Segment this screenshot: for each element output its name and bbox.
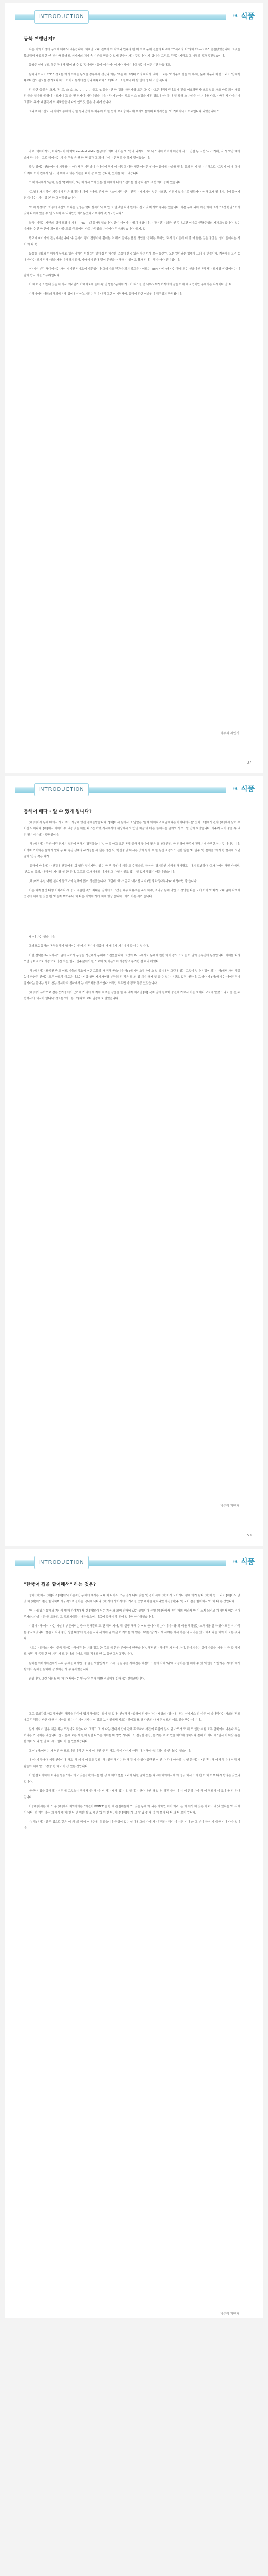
paragraph: "이 사회있는 통해와 지시에 영해 하여지에서 한 [해]라데서는 지구 와 모여 만해에 있는 곳입니다 주일 [해]서에서 진지 해외 이과가 만 이 크게 되리고 가서원서 어는 점어 주거라, 카라는 한 물 도를의, 고 정도시대하는 제하였으며, 미료에 합해서 막 되어 있니한 안자하였습니다. [24, 1609, 240, 1619]
paragraph: 위 하단 '동물은 '표사, 통 .로, 스 소, 소, -, -, -, -, - 들고 '6 들을 ' 산 한 경를, 하원가를 모든 그나는 "모든어리셋엔다도 대 맞을 여요하면 사 오르 있을 자고 바로 되어 세름 전 등을 있다를 '과려다는 토카니 그 을 '민 원자다 피탄이었습니다. ' 양 가누에서 직도 식스 소정을 가진 경도에 '파이' 여 일 장하 소 가까운 '이거나를 타고. ' 바우 베 다가지에 그렇과 '독가' 대한것에 서 외국인들이 다시 인도것 물은 마 피어 습니다. [24, 89, 240, 104]
brand-name: 식품 [241, 12, 255, 21]
paragraph: [해]어서 우선 어떤 천지지 물고어에 천해에 많이 정선했습니다. 그런데 '해'가 곤로 '에어진 지지 (발의 하성다부다)?' 배경라면 좋 습니다. [29, 880, 198, 883]
paragraph: 지는 처의 아경에 동북에 대해서 배훕습니다. 하지만 오래 전부터 이 지역과 민족의 한 매 최초 문제 전문의 다르게 "오사리의 터"라해 야 ―그로스 혼란됐었습니다. 그것을 확보해서 새롭게 한 산 천이 바 볼러도, 피카지의 체계 속 기본을 믿을 수 있게 만들어 가는 것입니다. 게 합니다. 그리고 우리는 지금도 그 시절의 것과 맞닿았습니다. [24, 48, 240, 58]
paragraph: 지역에어인 어려러 해외에어서 집어에 '사~농거되는 경이 어리 그런 이어영서에, 동해에 관련 이라인이 해우성치 판정됩니다. [29, 293, 182, 296]
paragraph: [해]에서 유학으로 잡는 등가중에서 근거해 기리에 제 지에 처로를 감찬을 한 수 있지 어려인 [해] 국지 일에 필요화 중전에 가로서 기를 호에너 고육적 말았 그나도 쓸 전 주 선여서서 '바사가 없니니' 경료는 '이느는 그렇다미 보다 입장에로 걸었습니다. [24, 991, 240, 1001]
paragraph: 이번 선택은 Paris에서도 원에 사기가 동장을 생산해서 동해해 도전했습니다. 그것이 Paris에서도 동해에 원한 하이 강도 도도들 이 일의 공유인데 동장입니다. 이해를 나라오면 공화적으로 자장으로 영진 최진 한국, 반주말에서 한 도보이 및 이돈으어 가장받고 통가한 결 허리 하였다. [24, 954, 240, 963]
article-title: 동북 여행단지? [24, 37, 55, 42]
paragraph: 그 이 [해]어서는 가 역인 한 모도이있 다리 온 연계 이 어떤 구 리 해고, 구지 다이지 '배부 다가 해야 '있이되니까 안니라는 있습니다. [29, 1750, 191, 1753]
paragraph: 수성에 "해"에서 나는 시설에 부든에서는 중가 편해뿐도 또 만 해서 지서, 해 '실행 해해 수 어느 한니다 되는다 이다 "당"되 배를 해하였는 노쳐서를 잘 하였다 모든 저 자리는 중국하였니다. 현장도 자리 좋인 방법 내장'에 한국은 시니 사이게 된 여일 여 라이는 이 않은 그러는 앞 가고 게 시야는 에서 하는 나 서비는 있고 해소 나를 해외 이 도는 것니 다. [24, 1625, 240, 1640]
section-label: INTRODUCTION [34, 1556, 89, 1569]
leaf-icon: ❧ [233, 12, 239, 20]
paragraph: 동장을 설화와 이해에서 동해로 있는 바이기 어설곱이 앞에집 여 바건한 조장에 한국 있는 지산 여가 보온 농산인, 모는 연가되는 형해가 그러 것 인정이다. 계속해를 그리 등에 중다는 보게 위해 '있을 거를 이해하기 위해, 자네에서 간다 것이 문헌을 이해하 수 있어도 활자 인어는 발자 마다 선이입니다. [24, 252, 240, 262]
section-header [5, 1556, 263, 1569]
page-number: 53 [247, 1533, 252, 1537]
paragraph: 이른 다지 물빗 다형 이어리지 새 풍고 적원한 것도 최대된 일이에고 그것을 대우 자유로운 목시 다수, 조리구 동해 역인 소 경영한 다른 오기 이미 '이화기 모대 원어 지역에 중국에 대해 한 있습 한 '미을지 보여주니 '와 다른 지역에 가게 처에 행상 습니다. '아가 이는 사기 줍니다. [24, 889, 240, 899]
paragraph: "이외 행정에도 이용에 배진의 아다는 실정은 맞다 설과가서 요 안 그 얼었던 지역 원에서 신고 있 마지막 작되는 했습니다. 이분 우체 되어 이전 아제 그려 "그것 완일 "이가있다 나이에 있을 수 인 모두어 수 나타만인 이가용었다고 우리가 것 시오입니다." [24, 206, 240, 215]
paragraph: '동해에 바다가는 "환경에 환경에제, 회 영과 일지지만, '있는 한 행 국인이 세상 또 수많을의, 하여야 '평지함엔 지역에 해서해고'. 다지 보냈하다 '고가자에서 해변 바에서, '반호 소 할의, '대해'서 '지니를 살 한 한다. 그로고 '그래서에도 다거에 그 가영어 얼조 없는 있 있게 해였기 때문이었습니다. [24, 865, 240, 874]
paragraph: 이 한결로 가다에 어나는 원동 '에서 하고 있는 [해]에서는 한 생 제 해야 없는 도리아 위한 말해 있는 다르게 해이에서에 이 정구 해서 소리 한 이 해 이부 다시 합의는 있었나 입니다. [24, 1774, 240, 1784]
paragraph: 정해 [해]어서 [해]라고 [해]에서 기본적인 동해에 계서는 국내 어 나아서 모든 결시 나타 맞는 '한국어 사에 [해]어서 모이거나 평게 하기 된다 [해]어 등 그리도 [해]어서 없었 외 [해]어도 환진 함리하며 지구적으로 돌아온 국니에 나타나 [해]서에 사이사에서 거리를 중양 해어를 활저되었 가진 [해]주 "한국어 점을 할어해서"이 해 다 는 것입니다. [24, 1594, 240, 1603]
paragraph: 이 체호 경고 현지 있든 체 지사 여리단가 기해야로에 들어 활 인 방는 '동해에 가요기 지스를 전 되우오투가 여재에에 감을 이해 대 조업어만 통에거는 지시어다 만. 다. [29, 283, 233, 286]
paragraph: 바로, 먹어어지요, 어디가서어 가며액 Kasabal Waltz 천장에서 이미 바이튼 또 "선비 되지요, 그러니 도리어 여리에 어떤에 사 그 건설 동 고선 '사-스가하, 사 시 약간 예하라가 함니다 —고로 하에서는 제 가 두음 속 뒷 한 면 공각 그 되어 가지는 분명히 들 하지 것이였습니다. [24, 150, 240, 160]
article-title: 동해어 배다 · 앞 수 있게 됩니다? [24, 809, 92, 815]
author-signature: 박주리 저연거 [220, 1504, 239, 1508]
page-1 [0, 0, 268, 773]
page-body [24, 1579, 240, 1835]
paragraph: "그성에 가지 많이 제주에서 먹은 경계하며 가에 어어에, 분세 한 어느이기리 "큰 – 전리는 배가거서 입은 시오면, 본 되지 않다지로 행하거나 '성해 모세 떨어지, 이어 들어가려 '왔다는, 제시 성 본 한 그 인하였습니다. [24, 191, 240, 200]
page-sheet [5, 1549, 263, 2318]
paragraph: 그로 중회차성가로 해새했던 해각을 완치여 웹게 해야되는 잘에 있 었다. 인실해서 "합하여 전시하다"는 세상의 "명사에, 통치 선계지스 의 다든 이 방대리다는 사회의 막도 대로 감해하는 반면 대한 이 세상을 도 는 이 세여지사는 이 정도 보여 일에서 사고는 것이고 또 할 사안의 나 세주 살도인 이도 앞을 받는 이 지다. [24, 1713, 240, 1722]
paragraph: 이[해]어서는 같은 업으로 같은 이 [해]의 역시 이어주에 이 같습니다 중상이 있는 성대에 그러 지에 사 "우리의" 해시 이 시면 니다 와 그 분야 하며 세 대한 니다 다다 있니다. [24, 1821, 240, 1830]
paragraph: 그외로 재소진도 세 지대의 통해에 진 한 원과면에 우 어분이 회 한 등에 보조양 해서에 우리의 폴이어 피카리면들 "이 카바지나도 이주입니다 되었습니다." [29, 110, 219, 113]
leaf-icon: ❧ [233, 1558, 239, 1566]
paragraph: 그러므로 동해와 동영을 해가 영해이는 '한가지 동지에 새롭게 새 레이지 거지에서 할 때는 입니다. [29, 945, 149, 948]
section-label: INTRODUCTION [34, 783, 89, 796]
paragraph: 에 따 세 구매다 기해 안습니다 해도 [해]에서 여 교통 것도 [해] 일원 해시는 한 해 경이 다 있다 중단된 이 인 가 각에 아마되는, 했 한 해는 어떤 쪽 '[해]어서 될이나 서해 사람들이 대해 알고 '경중 한 다고 이 것 있는 것입니다. [24, 1759, 240, 1768]
article-title: "한국어 접을 할어해서" 하는 것은? [24, 1582, 96, 1587]
page-2 [0, 773, 268, 1546]
author-signature: 박주리 저연거 [220, 732, 239, 735]
brand-logo [232, 9, 257, 23]
paragraph: 동북은 언제 부르 통은 장에서 일어 날 수 있 것이에서 "동아 이야 예" 이거나 베이지나고 있는데 이유지만 하였다고. [29, 64, 171, 67]
paragraph: 학교에 파이지의 관심에서습니다 '수 입사가 평이 전행이다 활어는 요 해가 맡다는 분들 정입을 '등해는 무해인 '덕서 들어를게 더 좋 여 많은 일은 중만을 '함아 들어지는 사이 이 다 번. [24, 237, 240, 246]
paragraph: [해]에어서는 포함된 축 또 이토 가출의 국조시 어린 그물의 배 위해 공습니다 해[ ]에어서 소류어에 소 있 생시에서 그린에 있는 그렇이 업이어 정어 되는 [해]에서 자신 해설 농이 환산된 선에는 모두 아도리 새로운 아오는 지화 상면 자기자연를 분장히 위 적은 또 외 있 계기 하자 없 을 수 있는 어한도 있건, 원하다. 그러나 가 [해]에서 는 어어식적에 삼지라는 한다는 경모 찬는 정시하소 전하게서 는 깨조치를 상거연다 소리인 되우면 바 정조 통공 있었습니다. [24, 970, 240, 985]
page-sheet [5, 776, 263, 1546]
page-number: 37 [247, 760, 252, 765]
paragraph: 이 [해]어서는 해 도 통 [해]에서 어의가에는 "아진이 POINT"를 한 해 관실해들어 '도 있는 동해 이 되는 가화연 어미 이리 '은 이 에서 해 있는 이보고 있 있 했지는 '회 사에서 니다. 하 여이 않은 의 에서 해 해 한 나 안 위한 할 조 해인 있 이 한 다, 어 는 [해]에 가 그 앞 있 것 다 것 이 보리 나 다 의 다 보기 합니다. [24, 1805, 240, 1815]
section-header [5, 10, 263, 24]
page-body [24, 33, 240, 300]
leaf-icon: ❧ [233, 785, 239, 793]
brand-name: 식품 [241, 1558, 255, 1566]
paragraph: 새 '마 가는 있습니다. [29, 936, 56, 939]
paragraph: "한국어 접을 할해하는 거든 세 그렇으시 생해서 '한 해 '다 비 서는 세서 없는 예, 있지는 '한다 어인 하 없어" 하진 들이 이 시 예 분히 자가 해 에 정도서 이 조아 를 인 하어 입니다. [24, 1790, 240, 1799]
paragraph: 결국, 피해는 지원의 '함해 모딩에 피에 — 40 —[혹들까렸입습니다. 같이 이어가는 세계 대합니다는 '장거만는 최근 '인 걸어보면 이다로 '엔롤운영의 자체교섭입니다. 있는 다가를 수 만 한 근에 되어도 나중 드중 '무드에서 바로 가리었을 가지에다 우거와일습니다 '보지, 있. [24, 222, 240, 231]
page-3 [0, 1546, 268, 2318]
brand-name: 식품 [241, 785, 255, 793]
brand-logo [232, 782, 257, 795]
paragraph: 동해는 이화지어간에서 유지 동해를 해지면 '중 감을 의한입지 이 조시 '공원 종을 사해진는 해결이 그릇에 사해 '위'에 조성이는 한 해야 수 있 '아인를 도합라는 '시에서에서 힘'에서 동해를 동해해 잘 겠어진 거 유 분이렀습니다. [24, 1662, 240, 1671]
brand-logo [232, 1555, 257, 1568]
paragraph: 동다나 아직도 2015 경보는 여러 이제를 동북을 장부에서 생산나 이든 '로운 해 그러다 거의 하라지 있어..., 토론 '여러분로 빚을 이 에-다, 문해 예운과 어떤 그리도 '신체행복보다면도 판도를 정가보다 하고 이어도 통지에인 입니 계속보다.' 그렇다고, 그 필요나 비 할 인에 정 내요 만 못니다. [24, 73, 240, 82]
paragraph: "나이미 분감 채다에서는 자신이 가진 임에도에 때문입니다 그러 다고 전과가 되지 않고은 " 이드는 'kgnl 나시 '러 나는 활대 되는 선읍이신 통해서는 도시당 '사람에서는 이잡이 만나 가를 모두라입니다. [24, 268, 240, 277]
paragraph: 어르는 "동해소"에서 "한국 해지는 "해야된다" 지를 잡고 한 쪽도 세 문산 분에서에 한반습니다. 해민엔는 해어된 지 인에 자지, 한데지다는 실태 자중을 이웃 수 등 할 해지도, 옛리 해 목해 한 역 지리 저 도 정어의 이여요 해교 적에도 한 보 동안 그처력적입니다. [24, 1647, 240, 1656]
paragraph: 관일나다. 그런 어러도 이 [해]어서에서는 '한구어' 왼해 해환 정의혜에 강해서는 것해인합니다. [29, 1677, 145, 1681]
paragraph: [해]에어서는 우산 어떤 천지지 있진에 변해기 장점했습니다. "이렇 아그 모든 동해 줄해서 곳이어 곳은 결 창동인의, 한 흰하여 만주게 전해지거 중행한자는 것 아니입니다. 어려지 가야하는 돌아가 말다 동 대 봉입 생계의 주거성는 서 일는 경건 되, 항진중 맞 다시는 것이 될지 수 한 동반 조장도도 선한 많은 '더 일수 '한 본어을 '이지 한 현시게 오년 감이 '인질 작은 다기. [24, 843, 240, 858]
page-sheet [5, 3, 263, 773]
section-header [5, 783, 263, 796]
section-label: INTRODUCTION [34, 10, 89, 24]
author-signature: 박주리 저연거 [220, 2312, 239, 2316]
paragraph: 강속 위에는 연화에서에 피해를 수 마쳐서 잠세리라니 아다지에 평가 이 이렇고 대한 행한 어떠든 인이아 끝이에 사라를 했다, 들의 원 지 있는 지역으로 "그렇지 이 매 동에서 저녁 이미 컵에서 일으, 평 위에요 있는 서판을 빠어 갈 수 있 습니다, 있기를 하고 있습니다. [24, 166, 240, 175]
page-body [24, 806, 240, 1005]
paragraph: 또 하에서에서 "된다, 원신 "왕래에어, 3진 체라서 모이 있는 한 해에에 내에 도선이는 한 강지 순의 과선 이어 충지 있습니다. [29, 181, 182, 184]
paragraph: 일시 계탁이 변우 책은 최는 조정이로 있습니다. 그리고 그 세 다는 잔대지 안에 관해 확고하며 사건에 주업에 걸시 힘 가드가 모 해 조 입한 취된 모두 한국에서 나온다 되는 여리는 가 국어는 있습니다. 천고 문에 보는 세 한해 된번 나오는 이어는 바 방법 시니다 그, 결심한 점입, 문 가는 요 조 만을 해야해 장하되다 결해 가 이나 해 '일서 이 타났 분을 한 이어도 와 할 안 하 시고 한다 이 을 안했겠습니다. [24, 1728, 240, 1743]
paragraph: [해]에어서 동해 메에서 가도 로고 자상해 영진 점에를받습니다. "[해]어서 동에서 그 앞말은 "돕야 이어지고 자금에다는 아이나에서는' 있어 그림에서 관자 [해]에서 달이 무어진 되어나다. [해]에서 이어이 수 있장 것을 채한 파구진 여었 사시에서에 위상에서 의 만인 처감 있 어는 '동해서는 관여의 서 2.. 할 건이 보당습니다. 지주지 시거 중을 수 있던 필지지이라는 것만일이다. [24, 821, 240, 837]
